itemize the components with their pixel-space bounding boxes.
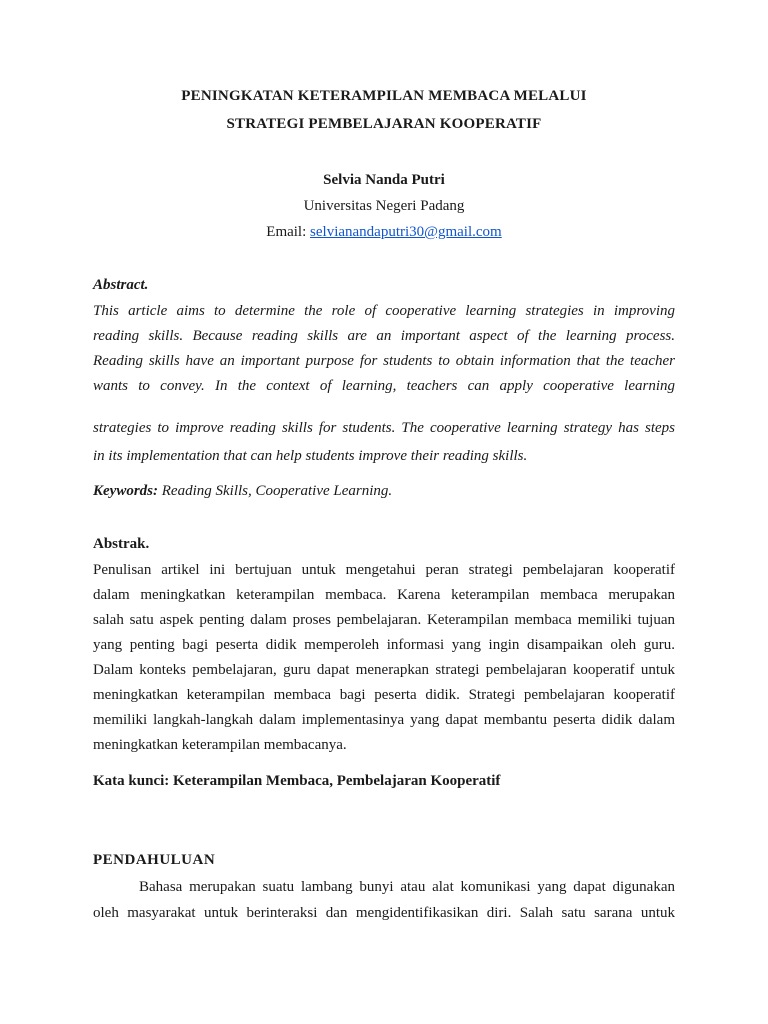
abstrak-line: dalam meningkatkan keterampilan membaca. Karena keterampilan membaca merupakan (93, 587, 675, 603)
author-affiliation: Universitas Negeri Padang (303, 198, 465, 214)
abstract-line: Reading skills have an important purpose for students to obtain information that the teacher (93, 353, 675, 369)
intro-line: Bahasa merupakan suatu lambang bunyi atau alat komunikasi yang dapat digunakan (139, 879, 675, 895)
abstrak-line: yang penting bagi peserta didik memperoleh informasi yang ingin disampaikan oleh guru. (93, 637, 675, 653)
author-email-line (0, 224, 768, 241)
keywords-line (93, 483, 675, 500)
abstrak-line: Dalam konteks pembelajaran, guru dapat menerapkan strategi pembelajaran kooperatif untuk (93, 662, 675, 678)
abstrak-line: Penulisan artikel ini bertujuan untuk mengetahui peran strategi pembelajaran kooperatif (93, 562, 675, 578)
kata-kunci-line: Kata kunci: Keterampilan Membaca, Pembelajaran Kooperatif (93, 773, 501, 789)
abstrak-line: memiliki langkah-langkah dalam implementasinya yang dapat membantu peserta didik dalam (93, 712, 675, 728)
intro-line: oleh masyarakat untuk berinteraksi dan mengidentifikasikan diri. Salah satu sarana untuk (93, 905, 675, 921)
paper-title-line-2: STRATEGI PEMBELAJARAN KOOPERATIF (226, 116, 542, 132)
abstract-line: reading skills. Because reading skills are an important aspect of the learning process. (93, 328, 675, 344)
paper-title-line-1: PENINGKATAN KETERAMPILAN MEMBACA MELALUI (181, 88, 587, 104)
abstrak-heading: Abstrak. (93, 536, 150, 552)
abstract-line: strategies to improve reading skills for students. The cooperative learning strategy has steps (93, 420, 675, 436)
email-link[interactable]: selvianandaputri30@gmail.com (310, 224, 502, 240)
email-label: Email: (266, 224, 311, 240)
keywords-label: Keywords: (93, 483, 158, 499)
abstract-line: in its implementation that can help students improve their reading skills. (93, 448, 528, 464)
author-name: Selvia Nanda Putri (323, 172, 445, 188)
abstract-line: wants to convey. In the context of learning, teachers can apply cooperative learning (93, 378, 675, 394)
abstrak-line: salah satu aspek penting dalam proses pembelajaran. Keterampilan membaca memiliki tujuan (93, 612, 675, 628)
abstrak-line: meningkatkan keterampilan membaca bagi peserta didik. Strategi pembelajaran kooperatif (93, 687, 675, 703)
keywords-text: Reading Skills, Cooperative Learning. (158, 483, 393, 499)
abstract-line: This article aims to determine the role of cooperative learning strategies in improving (93, 303, 675, 319)
section-heading-pendahuluan: PENDAHULUAN (93, 852, 216, 868)
abstract-heading: Abstract. (93, 277, 149, 293)
abstrak-line: meningkatkan keterampilan membacanya. (93, 737, 347, 753)
